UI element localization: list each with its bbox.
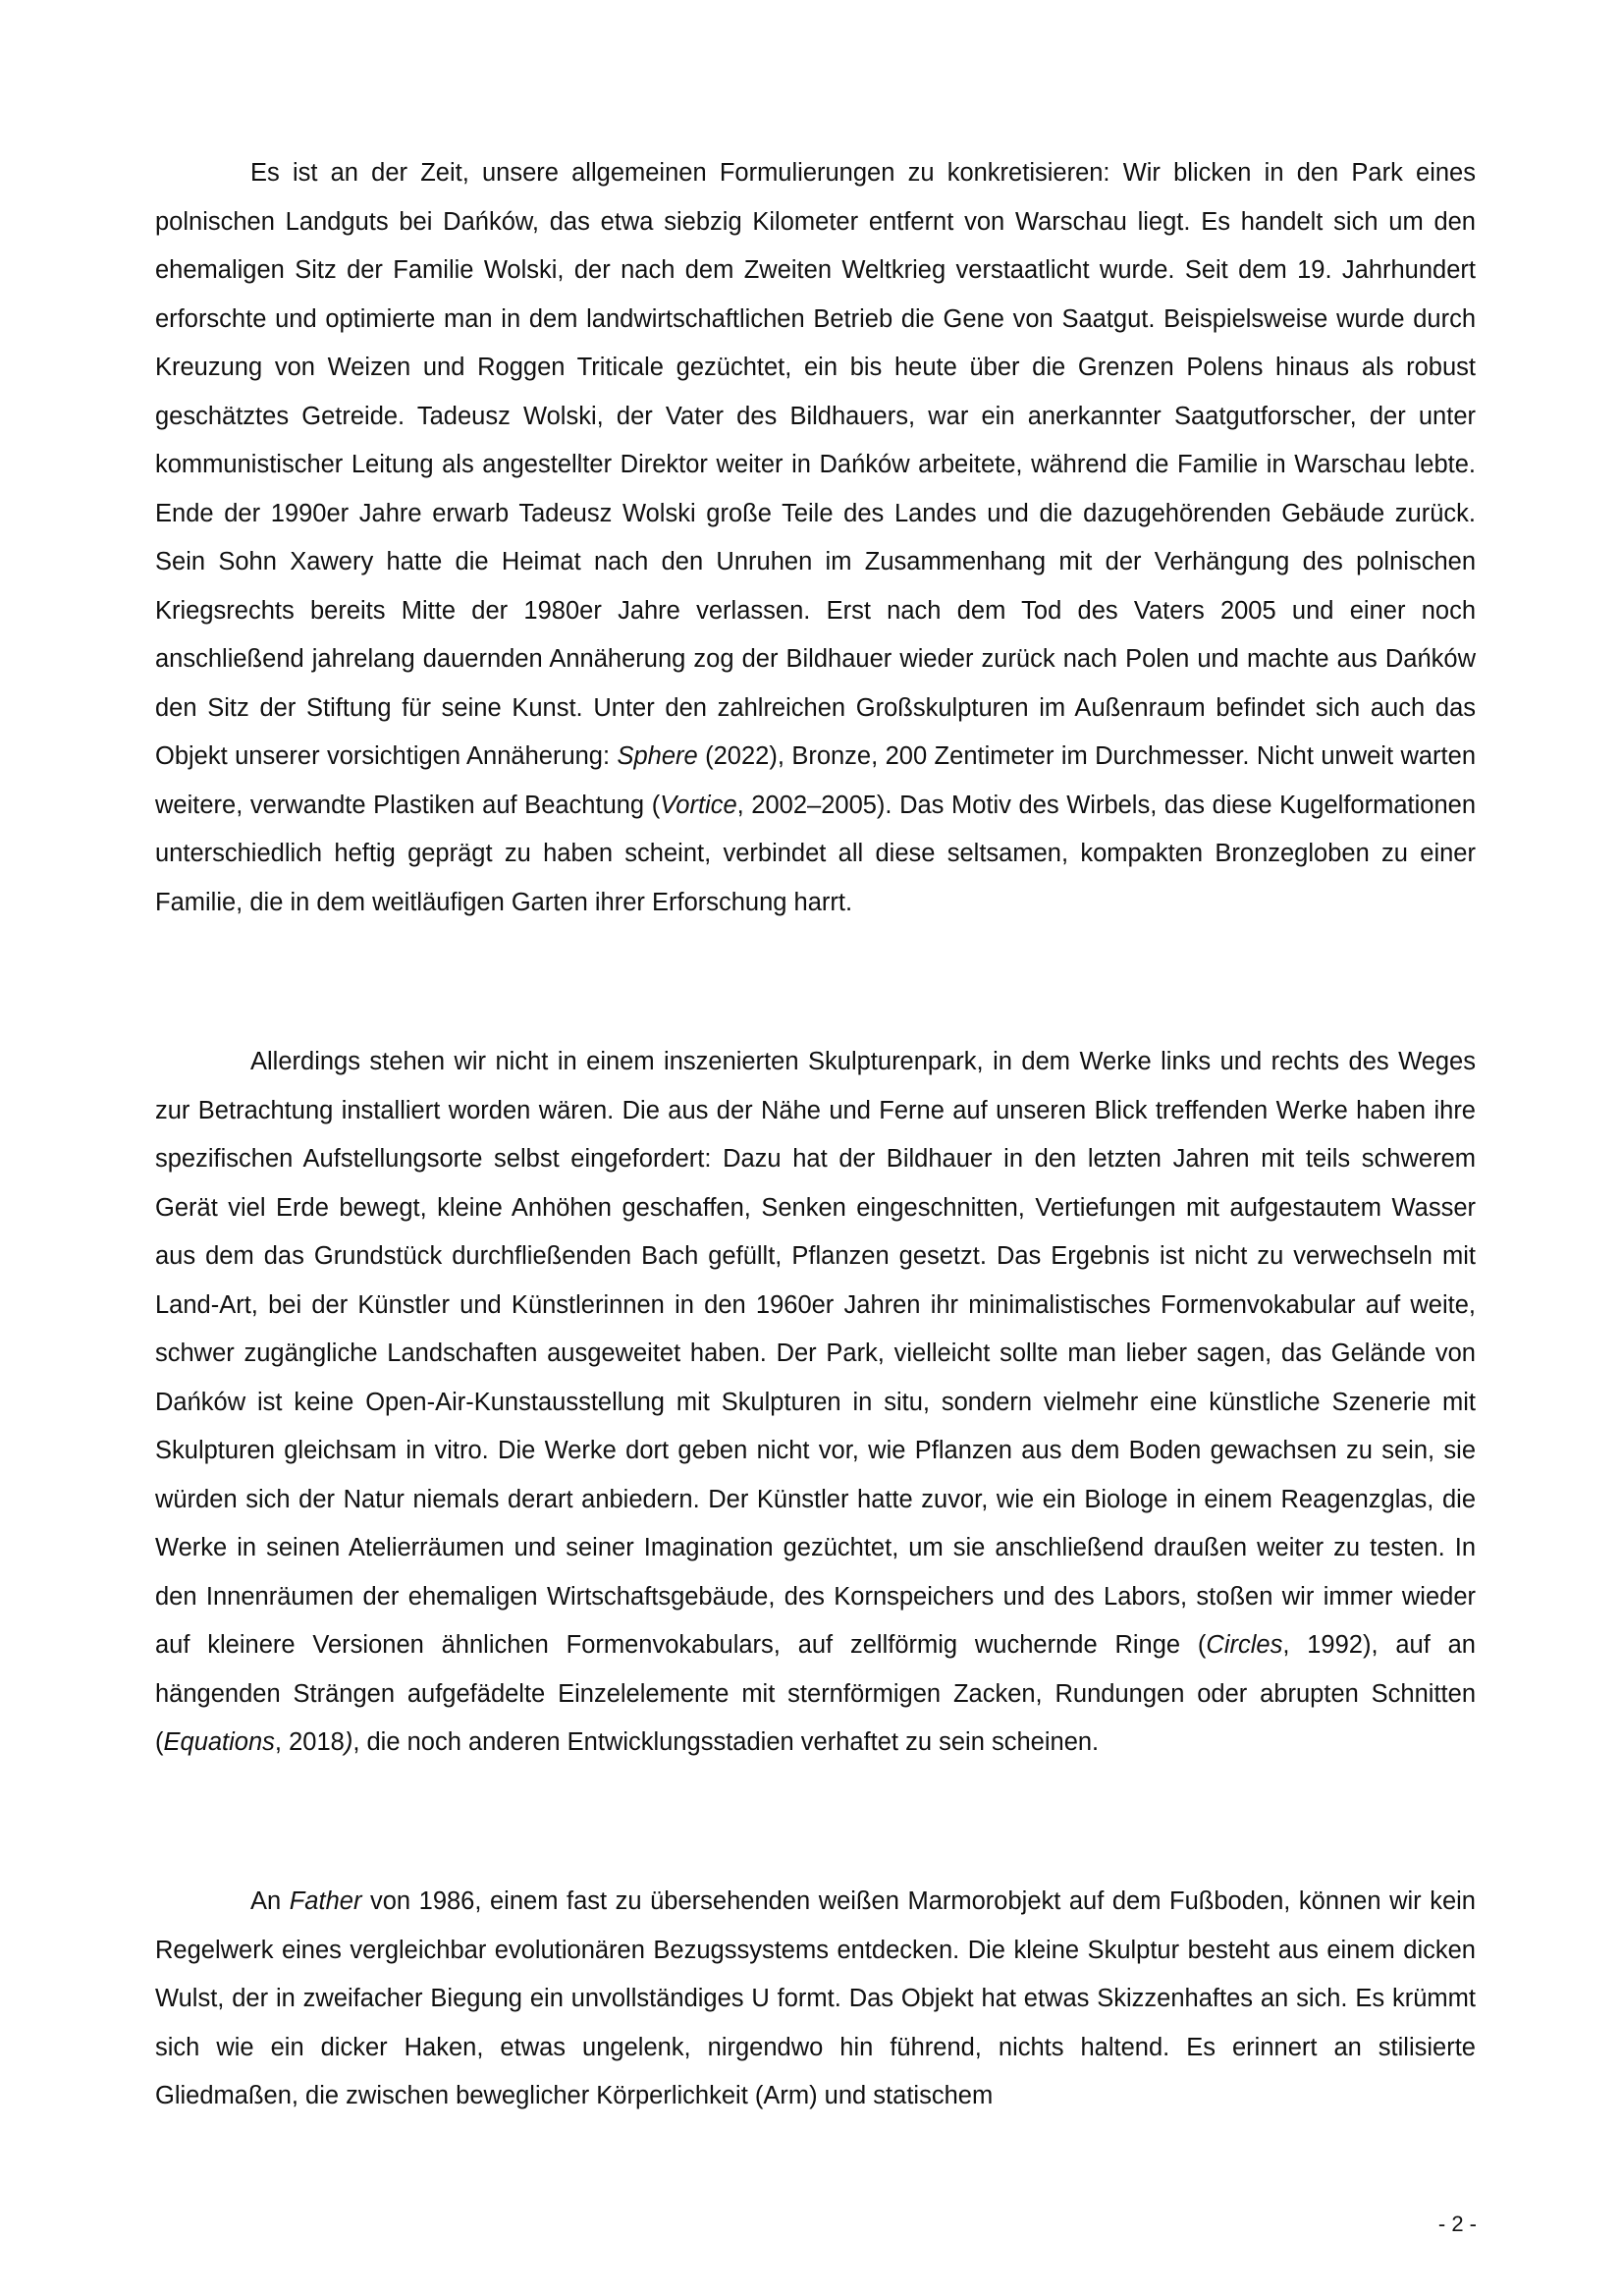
artwork-title-circles: Circles bbox=[1206, 1631, 1283, 1659]
artwork-title-vortice: Vortice bbox=[660, 791, 737, 819]
text-run: An bbox=[250, 1887, 290, 1915]
paragraph-3 bbox=[155, 1878, 1476, 2121]
text-run: , 2002–2005). Das Motiv des Wirbels, das diese Kugelformationen unterschiedlich heftig geprägt zu haben scheint, verbindet all diese seltsamen, kompakten Bronzegloben zu einer Familie, die in dem weitläufigen Garten ihrer Erforschung harrt. bbox=[155, 791, 1476, 916]
text-run: , die noch anderen Entwicklungsstadien verhaftet zu sein scheinen. bbox=[352, 1728, 1100, 1756]
artwork-title-equations: Equations bbox=[163, 1728, 275, 1756]
artwork-title-sphere: Sphere bbox=[617, 742, 698, 770]
page-number: - 2 - bbox=[1437, 2212, 1477, 2236]
text-run: , 2018 bbox=[274, 1728, 345, 1756]
paragraph-1-text bbox=[155, 149, 1476, 927]
text-run: , 1992), auf an hängenden Strängen aufgefädelte Einzelelemente mit sternförmigen Zacken, Rundungen oder abrupten Schnitten ( bbox=[155, 1631, 1476, 1756]
text-run: (2022), Bronze, 200 Zentimeter im Durchmesser. Nicht unweit warten weitere, verwandte Plastiken auf Beachtung ( bbox=[155, 742, 1477, 819]
paragraph-2 bbox=[155, 1038, 1476, 1768]
paragraph-3-text bbox=[155, 1878, 1476, 2121]
italic-parenthesis: ) bbox=[344, 1728, 353, 1756]
text-run: Allerdings stehen wir nicht in einem inszenierten Skulpturenpark, in dem Werke links und rechts des Weges zur Betrachtung installiert worden wären. Die aus der Nähe und Ferne auf unseren Blick treffenden Werke haben ihre spezifischen Aufstellungsorte selbst eingefordert: Dazu hat der Bildhauer in den letzten Jahren mit teils schwerem Gerät viel Erde bewegt, kleine Anhöhen geschaffen, Senken eingeschnitten, Vertiefungen mit aufgestautem Wasser aus dem das Grundstück durchfließenden Bach gefüllt, Pflanzen gesetzt. Das Ergebnis ist nicht zu verwechseln mit Land-Art, bei der Künstler und Künstlerinnen in den 1960er Jahren ihr minimalistisches Formenvokabular auf weite, schwer zugängliche Landschaften ausgeweitet haben. Der Park, vielleicht sollte man lieber sagen, das Gelände von Dańków ist keine Open-Air-Kunstausstellung mit Skulpturen in situ, sondern vielmehr eine künstliche Szenerie mit Skulpturen gleichsam in vitro. Die Werke dort geben nicht vor, wie Pflanzen aus dem Boden gewachsen zu sein, sie würden sich der Natur niemals derart anbiedern. Der Künstler hatte zuvor, wie ein Biologe in einem Reagenzglas, die Werke in seinen Atelierräumen und seiner Imagination gezüchtet, um sie anschließend draußen weiter zu testen. In den Innenräumen der ehemaligen Wirtschaftsgebäude, des Kornspeichers und des Labors, stoßen wir immer wieder auf kleinere Versionen ähnlichen Formenvokabulars, auf zellförmig wuchernde Ringe ( bbox=[155, 1048, 1476, 1659]
paragraph-1 bbox=[155, 149, 1476, 927]
text-run: Es ist an der Zeit, unsere allgemeinen Formulierungen zu konkretisieren: Wir blicken in den Park eines polnischen Landguts bei Dańków, das etwa siebzig Kilometer entfernt von Warschau liegt. Es handelt sich um den ehemaligen Sitz der Familie Wolski, der nach dem Zweiten Weltkrieg verstaatlicht wurde. Seit dem 19. Jahrhundert erforschte und optimierte man in dem landwirtschaftlichen Betrieb die Gene von Saatgut. Beispielsweise wurde durch Kreuzung von Weizen und Roggen Triticale gezüchtet, ein bis heute über die Grenzen Polens hinaus als robust geschätztes Getreide. Tadeusz Wolski, der Vater des Bildhauers, war ein anerkannter Saatgutforscher, der unter kommunistischer Leitung als angestellter Direktor weiter in Dańków arbeitete, während die Familie in Warschau lebte. Ende der 1990er Jahre erwarb Tadeusz Wolski große Teile des Landes und die dazugehörenden Gebäude zurück. Sein Sohn Xawery hatte die Heimat nach den Unruhen im Zusammenhang mit der Verhängung des polnischen Kriegsrechts bereits Mitte der 1980er Jahre verlassen. Erst nach dem Tod des Vaters 2005 und einer noch anschließend jahrelang dauernden Annäherung zog der Bildhauer wieder zurück nach Polen und machte aus Dańków den Sitz der Stiftung für seine Kunst. Unter den zahlreichen Großskulpturen im Außenraum befindet sich auch das Objekt unserer vorsichtigen Annäherung: bbox=[155, 159, 1476, 770]
artwork-title-father: Father bbox=[289, 1887, 362, 1915]
paragraph-2-text bbox=[155, 1038, 1476, 1768]
text-run: von 1986, einem fast zu übersehenden weißen Marmorobjekt auf dem Fußboden, können wir kein Regelwerk eines vergleichbar evolutionären Bezugssystems entdecken. Die kleine Skulptur besteht aus einem dicken Wulst, der in zweifacher Biegung ein unvollständiges U formt. Das Objekt hat etwas Skizzenhaftes an sich. Es krümmt sich wie ein dicker Haken, etwas ungelenk, nirgendwo hin führend, nichts haltend. Es erinnert an stilisierte Gliedmaßen, die zwischen beweglicher Körperlichkeit (Arm) und statischem bbox=[155, 1887, 1476, 2109]
